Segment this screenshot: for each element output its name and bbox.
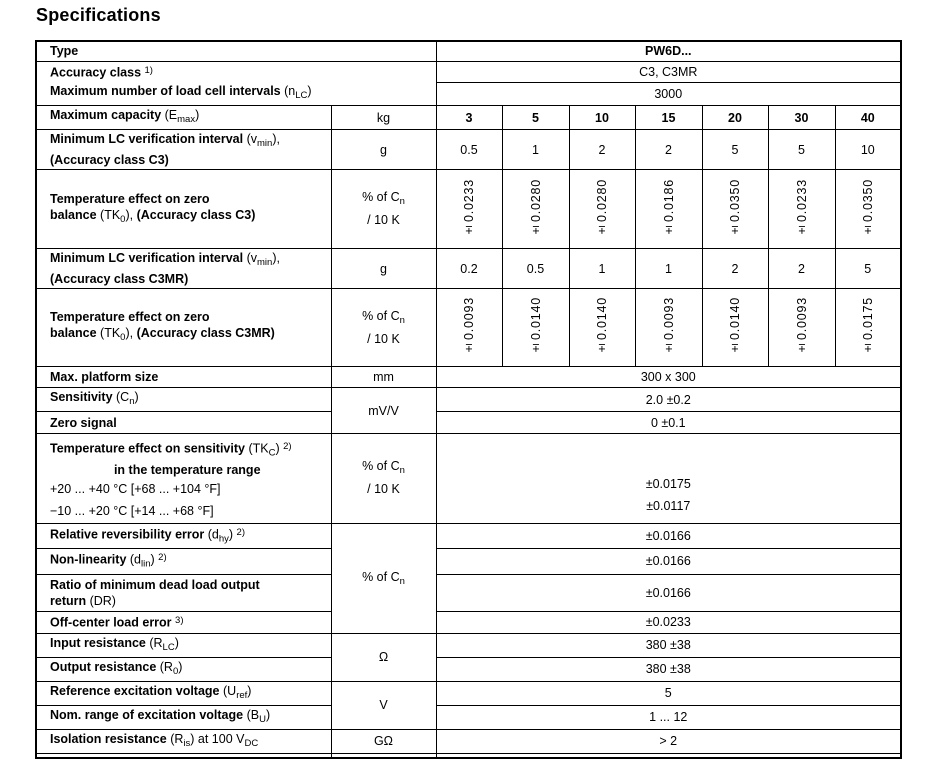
- row-temp-effect-zero-c3: [36, 170, 901, 249]
- sensitivity-label: Sensitivity $(C_n)$: [36, 388, 331, 412]
- temp-effect-zero-c3mr-label: [36, 289, 331, 367]
- max-platform-size-unit: mm: [331, 367, 436, 388]
- label-line: Ratio of minimum dead load output: [50, 577, 260, 592]
- min-lc-interval-c3mr-label: [36, 249, 331, 289]
- row-load-cell-intervals: [36, 82, 901, 106]
- capacity-value-cell: 40: [835, 106, 901, 130]
- zero-signal-label: Zero signal: [36, 412, 331, 434]
- maximum-capacity-unit: kg: [331, 106, 436, 130]
- input-resistance-value: 380 ±38: [436, 633, 901, 657]
- row-temp-effect-sensitivity: [36, 434, 901, 524]
- min-lc-interval-c3-unit: g: [331, 130, 436, 170]
- isolation-resistance-value: > 2: [436, 729, 901, 753]
- row-input-resistance: [36, 633, 901, 657]
- rotated-value: ±0.0280: [595, 178, 609, 237]
- temp-effect-zero-c3-unit: [331, 170, 436, 249]
- row-type: [36, 41, 901, 61]
- temp-effect-zero-c3mr-unit: [331, 289, 436, 367]
- min-lc-interval-c3-label: [36, 130, 331, 170]
- label-line: balance $(TK_0)$, (Accuracy class C3MR): [50, 326, 275, 343]
- page-title: Specifications: [36, 5, 161, 25]
- tk0-c3-value-cell: [502, 170, 569, 249]
- capacity-value-cell: 15: [635, 106, 702, 130]
- tk0-c3mr-value-cell: [569, 289, 635, 367]
- row-clipped-stub: [36, 753, 901, 758]
- rotated-value: ±0.0186: [661, 178, 676, 237]
- zero-signal-value: 0 ±0.1: [436, 412, 901, 434]
- dead-load-output-return-label: [36, 574, 331, 611]
- row-min-lc-interval-c3: [36, 130, 901, 170]
- load-cell-intervals-value: 3000: [436, 82, 901, 106]
- rotated-value: ±0.0140: [528, 297, 543, 355]
- rotated-value: ±0.0140: [728, 297, 742, 355]
- capacity-value-cell: 5: [502, 106, 569, 130]
- rotated-value: ±0.0093: [462, 297, 476, 355]
- capacity-value-cell: 30: [768, 106, 835, 130]
- nominal-excitation-range-value: 1 ... 12: [436, 705, 901, 729]
- dead-load-output-return-value: ±0.0166: [436, 574, 901, 611]
- min-lc-c3mr-value-cell: 2: [702, 249, 768, 289]
- maximum-capacity-label: Maximum capacity $(E_{max})$: [36, 106, 331, 130]
- type-value: PW6D...: [436, 41, 901, 61]
- capacity-value-cell: 20: [702, 106, 768, 130]
- isolation-resistance-label: Isolation resistance $(R_{is})$ at 100 $V_{DC}$: [36, 729, 331, 753]
- capacity-value-cell: 10: [569, 106, 635, 130]
- row-maximum-capacity: [36, 106, 901, 130]
- rotated-value: ±0.0280: [528, 178, 543, 237]
- load-cell-intervals-label: Maximum number of load cell intervals $(n_{LC})$: [36, 82, 436, 106]
- rotated-value: ±0.0350: [728, 178, 742, 237]
- row-nominal-excitation-range: [36, 705, 901, 729]
- reference-excitation-voltage-label: Reference excitation voltage $(U_{ref})$: [36, 681, 331, 705]
- label-line: in the temperature range: [113, 462, 261, 477]
- min-lc-c3-value-cell: 2: [635, 130, 702, 170]
- min-lc-c3-value-cell: 5: [768, 130, 835, 170]
- sensitivity-value: 2.0 ±0.2: [436, 388, 901, 412]
- output-resistance-value: 380 ±38: [436, 657, 901, 681]
- tk0-c3mr-value-cell: [502, 289, 569, 367]
- min-lc-c3-value-cell: 5: [702, 130, 768, 170]
- specifications-table: [35, 40, 902, 759]
- unit-line: / 10 K: [367, 331, 400, 346]
- row-temp-effect-zero-c3mr: [36, 289, 901, 367]
- row-non-linearity: [36, 549, 901, 575]
- tk0-c3-value-cell: [635, 170, 702, 249]
- label-line: Temperature effect on zero: [50, 310, 210, 324]
- min-lc-c3mr-value-cell: 0.2: [436, 249, 502, 289]
- unit-line: % of $C_n$: [362, 308, 405, 326]
- min-lc-c3mr-value-cell: 5: [835, 249, 901, 289]
- sensitivity-unit: mV/V: [331, 388, 436, 434]
- row-zero-signal: [36, 412, 901, 434]
- row-min-lc-interval-c3mr: [36, 249, 901, 289]
- stub-unit-cell: [331, 753, 436, 758]
- isolation-resistance-unit: GΩ: [331, 729, 436, 753]
- rotated-value: ±0.0233: [462, 178, 476, 237]
- min-lc-c3mr-value-cell: 0.5: [502, 249, 569, 289]
- row-isolation-resistance: [36, 729, 901, 753]
- unit-line: / 10 K: [367, 213, 400, 227]
- relative-reversibility-error-label: Relative reversibility error $(d_{hy})$ $^{2)}$: [36, 523, 331, 549]
- label-line: Minimum LC verification interval $(v_{min})$,: [50, 132, 280, 149]
- row-sensitivity: [36, 388, 901, 412]
- tk0-c3mr-value-cell: [436, 289, 502, 367]
- rotated-value: ±0.0175: [860, 297, 875, 355]
- label-line: Temperature effect on sensitivity $(TK_C)$ $^{2)}$: [50, 441, 292, 459]
- label-line: +20 ... +40 °C [+68 ... +104 °F]: [50, 481, 221, 496]
- input-resistance-label: Input resistance $(R_{LC})$: [36, 633, 331, 657]
- tk0-c3-value-cell: [768, 170, 835, 249]
- value-line: ±0.0117: [646, 498, 691, 513]
- row-dead-load-output-return: [36, 574, 901, 611]
- stub-value-cell: [436, 753, 901, 758]
- temp-effect-sensitivity-unit: [331, 434, 436, 524]
- min-lc-c3-value-cell: 0.5: [436, 130, 502, 170]
- rotated-value: ±0.0350: [860, 178, 875, 237]
- off-center-load-error-value: ±0.0233: [436, 611, 901, 633]
- label-line: Temperature effect on zero: [50, 191, 210, 206]
- unit-line: % of $C_n$: [362, 190, 405, 207]
- temp-effect-sensitivity-value: [436, 434, 901, 524]
- ohm-unit: Ω: [331, 633, 436, 681]
- type-label: Type: [36, 41, 436, 61]
- rotated-value: ±0.0140: [595, 297, 609, 355]
- label-line: Minimum LC verification interval $(v_{min})$,: [50, 251, 280, 268]
- tk0-c3-value-cell: [436, 170, 502, 249]
- label-line: return (DR): [50, 593, 116, 608]
- row-max-platform-size: [36, 367, 901, 388]
- non-linearity-value: ±0.0166: [436, 549, 901, 575]
- row-relative-reversibility-error: [36, 523, 901, 549]
- row-accuracy-class: [36, 61, 901, 82]
- min-lc-c3mr-value-cell: 1: [635, 249, 702, 289]
- min-lc-c3mr-value-cell: 2: [768, 249, 835, 289]
- min-lc-interval-c3mr-unit: g: [331, 249, 436, 289]
- row-off-center-load-error: [36, 611, 901, 633]
- rotated-value: ±0.0093: [794, 297, 809, 355]
- value-line: ±0.0175: [645, 476, 691, 491]
- volt-unit: V: [331, 681, 436, 729]
- tk0-c3mr-value-cell: [702, 289, 768, 367]
- tk0-c3mr-value-cell: [835, 289, 901, 367]
- rotated-value: ±0.0233: [794, 178, 809, 237]
- nominal-excitation-range-label: Nom. range of excitation voltage $(B_U)$: [36, 705, 331, 729]
- accuracy-class-value: C3, C3MR: [436, 61, 901, 82]
- label-line: (Accuracy class C3): [50, 153, 169, 167]
- output-resistance-label: Output resistance $(R_0)$: [36, 657, 331, 681]
- tk0-c3mr-value-cell: [768, 289, 835, 367]
- min-lc-c3-value-cell: 1: [502, 130, 569, 170]
- row-reference-excitation-voltage: [36, 681, 901, 705]
- non-linearity-label: Non-linearity $(d_{lin})$ $^{2)}$: [36, 549, 331, 575]
- min-lc-c3-value-cell: 2: [569, 130, 635, 170]
- relative-reversibility-error-value: ±0.0166: [436, 523, 901, 549]
- tk0-c3-value-cell: [569, 170, 635, 249]
- accuracy-class-label: Accuracy class $^{1)}$: [36, 61, 436, 82]
- rotated-value: ±0.0093: [661, 297, 676, 355]
- temp-effect-sensitivity-label: [36, 434, 331, 524]
- tk0-c3-value-cell: [835, 170, 901, 249]
- min-lc-c3mr-value-cell: 1: [569, 249, 635, 289]
- stub-label-cell: [36, 753, 331, 758]
- reference-excitation-voltage-value: 5: [436, 681, 901, 705]
- unit-line: / 10 K: [367, 482, 400, 497]
- row-output-resistance: [36, 657, 901, 681]
- capacity-value-cell: 3: [436, 106, 502, 130]
- min-lc-c3-value-cell: 10: [835, 130, 901, 170]
- tk0-c3-value-cell: [702, 170, 768, 249]
- unit-line: % of $C_n$: [362, 459, 405, 477]
- max-platform-size-label: Max. platform size: [36, 367, 331, 388]
- percent-cn-unit: % of $C_n$: [331, 523, 436, 633]
- label-line: −10 ... +20 °C [+14 ... +68 °F]: [50, 503, 214, 518]
- label-line: balance $(TK_0)$, (Accuracy class C3): [50, 207, 256, 225]
- label-line: (Accuracy class C3MR): [50, 272, 189, 286]
- temp-effect-zero-c3-label: [36, 170, 331, 249]
- off-center-load-error-label: Off-center load error $^{3)}$: [36, 611, 331, 633]
- max-platform-size-value: 300 x 300: [436, 367, 901, 388]
- tk0-c3mr-value-cell: [635, 289, 702, 367]
